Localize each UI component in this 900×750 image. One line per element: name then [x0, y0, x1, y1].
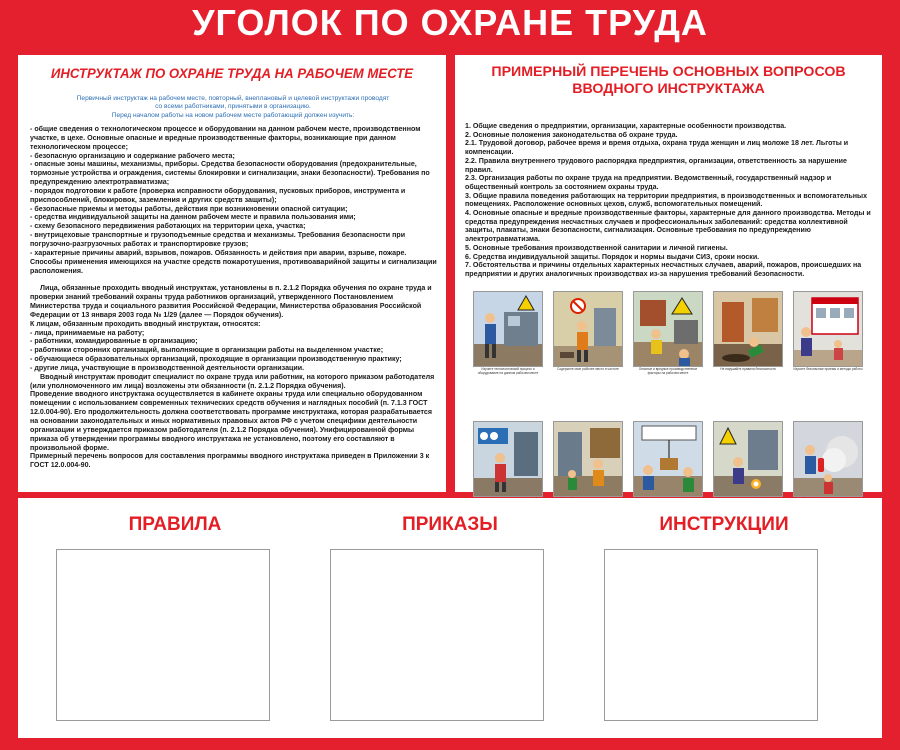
briefing-intro: [58, 95, 408, 120]
worker-injury-icon: [713, 291, 783, 367]
briefing-item: - порядок подготовки к работе (проверка исправности оборудования, пусковых приборов, инструмента и приспособлений, блокировок, заземления и других средств защиты);: [30, 186, 406, 204]
illustration-caption: Не нарушайте правила безопасности: [720, 367, 776, 371]
safe-passage-icon: [553, 421, 623, 497]
question-item: 3. Общие правила поведения работающих на территории предприятия, в производственных и вспомогательных помещениях. Расположение основных цехов, служб, вспомогательных помещений.: [465, 191, 868, 209]
intro-line: Первичный инструктаж на рабочем месте, повторный, внеплановый и целевой инструктажи проводят: [76, 95, 390, 102]
briefing-panel: [18, 55, 446, 492]
orders-document-pocket[interactable]: [330, 549, 544, 721]
briefing-item: - общие сведения о технологическом процессе и оборудовании на данном рабочем месте, производственном участке, в цехе. Основные опасные и вредные производственные факторы, возникающие при данном технологическом процессе;: [30, 125, 421, 151]
protective-equipment-icon: [473, 421, 543, 497]
briefing-paragraph: - обучающиеся образовательных организаций, проходящие в организации производственную практику;: [30, 355, 402, 364]
illustration-caption: Опасные и вредные производственные факторы на рабочем месте: [638, 367, 698, 375]
illustration: [473, 291, 543, 385]
briefing-item: - опасные зоны машины, механизмы, приборы. Средства безопасности оборудования (предохранительные, тормозные устройства и ограждения, системы блокировки и сигнализации, знаки безопасности). Требования по предупреждению электротравматизма;: [30, 160, 430, 187]
briefing-item: - схему безопасного передвижения работающих на территории цеха, участка;: [30, 222, 306, 231]
briefing-item: - внутрицеховые транспортные и грузоподъемные средства и механизмы. Требования безопасности при погрузочно-разгрузочных работах и транспортировке грузов;: [30, 231, 406, 248]
rules-document-pocket[interactable]: [56, 549, 270, 721]
illustration: [793, 291, 863, 385]
briefing-paragraph: Примерный перечень вопросов для составления программы вводного инструктажа приведен в Приложении 3 к ГОСТ 12.0.004-90.: [30, 452, 430, 470]
crane-loading-icon: [633, 421, 703, 497]
briefing-paragraph: - работники, командированные в организацию;: [30, 337, 198, 346]
heading-line: ВВОДНОГО ИНСТРУКТАЖА: [572, 81, 765, 97]
briefing-paragraph: - другие лица, участвующие в производственной деятельности организации.: [30, 363, 305, 372]
illustration-caption: Содержите свое рабочее место в чистоте: [557, 367, 619, 371]
briefing-paragraph: Вводный инструктаж проводит специалист по охране труда или работник, на которого приказом работодателя (или уполномоченного им лица) возложены эти обязанности (п. 2.1.2 Порядка обучения).: [30, 372, 435, 390]
illustration-caption: Изучите технологический процесс и оборудование на данном рабочем месте: [477, 367, 539, 375]
rules-title: ПРАВИЛА: [128, 514, 222, 535]
instructions-title: ИНСТРУКЦИИ: [659, 514, 789, 535]
illustration: [633, 291, 703, 385]
page-title: УГОЛОК ПО ОХРАНЕ ТРУДА: [192, 2, 708, 43]
briefing-paragraph: Лица, обязанные проходить вводный инструктаж, установлены в п. 2.1.2 Порядка обучения по охране труда и проверки знаний требований охраны труда работников организаций, утвержденного Постановлением Министерства труда и социального развития Российской Федерации, Министерства образования Российской Федерации от 13 января 2003 года № 1/29 (далее — Порядок обучения).: [30, 284, 432, 319]
intro-line: со всеми работниками, принятыми в организацию.: [155, 103, 311, 111]
welding-fire-icon: [713, 421, 783, 497]
question-item: 2.1. Трудовой договор, рабочее время и время отдыха, охрана труда женщин и лиц моложе 18 лет. Льготы и компенсации.: [465, 139, 849, 157]
briefing-paragraph: К лицам, обязанным проходить вводный инструктаж, относятся:: [30, 319, 261, 328]
question-item: 1. Общие сведения о предприятии, организации, характерные особенности производства.: [465, 122, 787, 130]
workplace-cleaning-icon: [553, 291, 623, 367]
briefing-paragraph: - лица, принимаемые на работу;: [30, 328, 145, 337]
briefing-item: - характерные причины аварий, взрывов, пожаров. Обязанность и действия при аварии, взрыве, пожаре. Способы применения имеющихся на участке средств пожаротушения, противоаварийной защиты и сигнализации расположения.: [30, 248, 437, 275]
question-item: 2. Основные положения законодательства об охране труда.: [465, 130, 678, 139]
illustration-caption: Изучите безопасные приемы и методы работы: [793, 367, 863, 371]
briefing-paragraph: Проведение вводного инструктажа осуществляется в кабинете охраны труда или специально оборудованном помещении с использованием современных технических средств обучения и наглядных пособий (п. 7.1.3 ГОСТ 12.0.004-90). Его продолжительность должна соответствовать программе инструктажа, которая разрабатывается на основании законодательных и иных нормативных правовых актов РФ с учетом специфики деятельности организации и утверждается приказом работодателя (п. 2.1.2 Порядка обучения). Унифицированной формы приказа об утверждении программы вводного инструктажа не установлено, поэтому его составляют в произвольной форме.: [30, 390, 432, 452]
briefing-heading: ИНСТРУКТАЖ ПО ОХРАНЕ ТРУДА НА РАБОЧЕМ МЕСТЕ: [50, 66, 414, 82]
question-item: 7. Обстоятельства и причины отдельных характерных несчастных случаев, аварий, пожаров, происшедших на предприятии и других аналогичных производствах из-за нарушения требований безопасности.: [465, 261, 862, 278]
illustration: [553, 291, 623, 385]
question-item: 5. Основные требования производственной санитарии и личной гигиены.: [465, 243, 728, 252]
question-item: 4. Основные опасные и вредные производственные факторы, характерные для данного производства. Методы и средства предупреждения несчастных случаев и профессиональных заболеваний: средства коллективной защиты, плакаты, знаки безопасности, сигнализация. Основные требования по предупреждению электротравматизма.: [465, 209, 871, 244]
fire-extinguishing-icon: [793, 421, 863, 497]
questions-heading: [455, 64, 882, 98]
heading-line: ПРИМЕРНЫЙ ПЕРЕЧЕНЬ ОСНОВНЫХ ВОПРОСОВ: [491, 64, 846, 80]
orders-title: ПРИКАЗЫ: [402, 514, 498, 535]
briefing-item: - безопасные приемы и методы работы, действия при возникновении опасной ситуации;: [30, 204, 348, 213]
briefing-text: [30, 125, 438, 470]
briefing-item: - безопасную организацию и содержание рабочего места;: [30, 151, 235, 160]
intro-line: Перед началом работы на новом рабочем месте работающий должен изучить:: [111, 111, 355, 119]
briefing-item: - средства индивидуальной защиты на данном рабочем месте и правила пользования ими;: [30, 213, 356, 222]
hazard-zone-icon: [633, 291, 703, 367]
question-item: 2.3. Организация работы по охране труда на предприятии. Ведомственный, государственный надзор и общественный контроль за состоянием охраны труда.: [465, 174, 832, 191]
briefing-paragraph: - работники сторонних организаций, выполняющие в организации работы на выделенном участке;: [30, 346, 384, 355]
questions-list: [465, 122, 873, 279]
workers-at-machine-icon: [473, 291, 543, 367]
instructions-document-pocket[interactable]: [604, 549, 818, 721]
safety-corner-board-icon: [793, 291, 863, 367]
question-item: 6. Средства индивидуальной защиты. Порядок и нормы выдачи СИЗ, сроки носки.: [465, 252, 760, 261]
question-item: 2.2. Правила внутреннего трудового распорядка предприятия, организации, ответственность за нарушение правил.: [465, 156, 847, 174]
questions-panel: [455, 55, 882, 492]
documents-panel: [18, 498, 882, 738]
illustration: [713, 291, 783, 385]
